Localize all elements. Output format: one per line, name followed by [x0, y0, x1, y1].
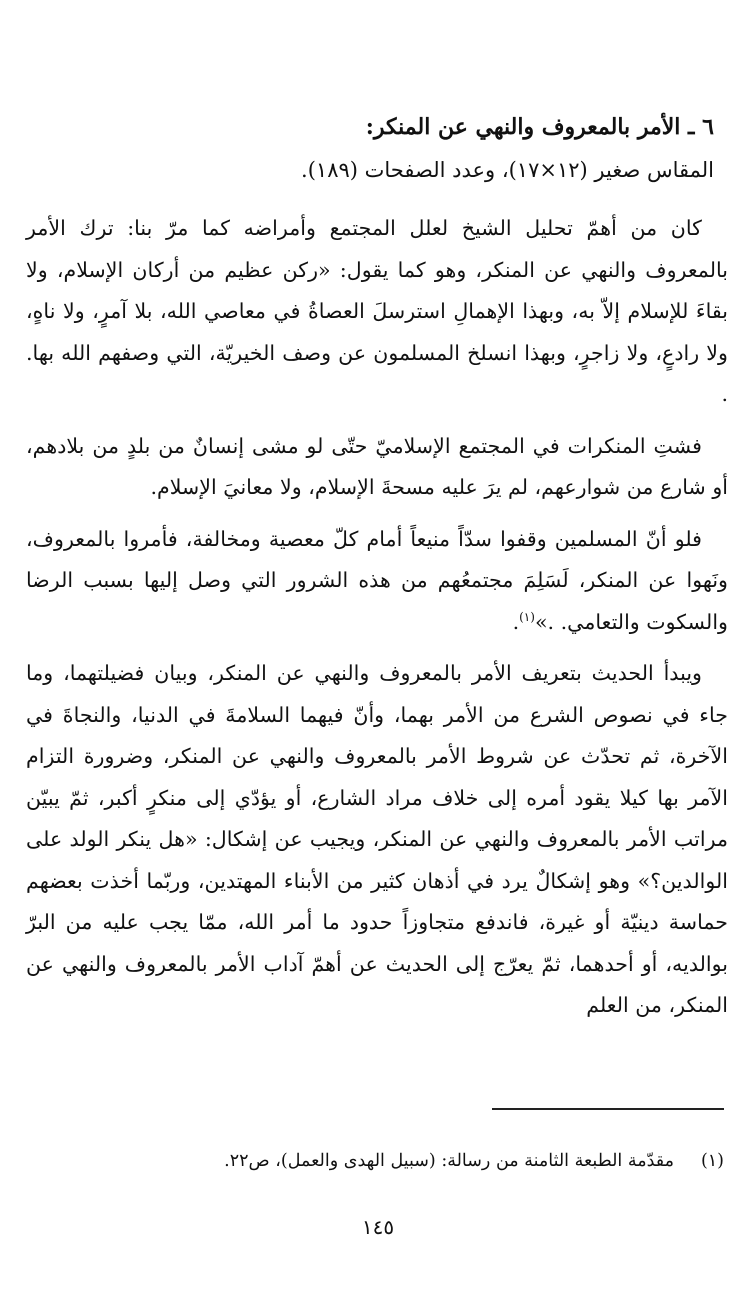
paragraph-2-text: فشتِ المنكرات في المجتمع الإسلاميّ حتّى لو مشى إنسانٌ من بلدٍ من بلادهم، أو شارع من شوارعهم، لم يرَ عليه مسحةَ الإسلام، ولا معانيَ الإسلام.: [26, 433, 728, 499]
footnote-number: (١): [700, 1151, 724, 1171]
paragraph-4: [26, 653, 728, 1027]
footnote-divider: [492, 1108, 724, 1110]
footnote: [34, 1146, 724, 1176]
paragraph-3-text: فلو أنّ المسلمين وقفوا سدّاً منيعاً أمام كلّ معصية ومخالفة، فأمروا بالمعروف، ونَهوا عن المنكر، لَسَلِمَ مجتمعُهم من هذه الشرور التي وصل إليها بسبب الرضا والسكوت والتعامي. .»: [26, 526, 728, 634]
page-number: ١٤٥: [361, 1215, 395, 1239]
paragraph-1-text: كان من أهمّ تحليل الشيخ لعلل المجتمع وأمراضه كما مرّ بنا: ترك الأمر بالمعروف والنهي عن المنكر، وهو كما يقول: «ركن عظيم من أركان الإسلام، ولا بقاءَ للإسلام إلاّ به، وبهذا الإهمالِ استرسلَ العصاةُ في معاصي الله، بلا آمرٍ، ولا ناهٍ، ولا رادعٍ، ولا زاجرٍ، وبهذا انسلخ المسلمون عن وصف الخيريّة، التي وصفهم الله بها. .: [26, 216, 728, 406]
footnote-text: مقدّمة الطبعة الثامنة من رسالة: (سبيل الهدى والعمل)، ص٢٢.: [224, 1151, 674, 1171]
footnote-reference[interactable]: (١): [519, 609, 535, 624]
paragraph-3-suffix: .: [512, 609, 520, 634]
paragraph-1: [26, 208, 728, 416]
section-heading: ٦ ـ الأمر بالمعروف والنهي عن المنكر:: [365, 114, 714, 140]
paragraph-4-text: ويبدأ الحديث بتعريف الأمر بالمعروف والنهي عن المنكر، وبيان فضيلتهما، وما جاء في نصوص الشرع من الأمر بهما، وأنّ فيهما السلامةَ في الدنيا، والنجاةَ في الآخرة، ثم تحدّث عن شروط الأمر بالمعروف والنهي عن المنكر، وضرورة التزام الآمر بها كيلا يقود أمره إلى خلاف مراد الشارع، أو يؤدّي إلى منكرٍ أكبر، ثمّ يبيّن مراتب الأمر بالمعروف والنهي عن المنكر، ويجيب عن إشكال: «هل ينكر الولد على الوالدين؟» وهو إشكالٌ يرد في أذهان كثير من الأبناء المهتدين، وربّما أخذت بعضهم حماسة دينيّة أو غيرة، فاندفع متجاوزاً حدود ما أمر الله، ممّا يجب عليه من البرّ بوالديه، أو أحدهما، ثمّ يعرّج إلى الحديث عن أهمّ آداب الأمر بالمعروف والنهي عن المنكر، من العلم: [26, 661, 728, 1017]
paragraph-3: [26, 519, 728, 644]
body-text: [26, 208, 728, 1037]
paragraph-2: [26, 426, 728, 509]
book-metadata-line: المقاس صغير (١٢×١٧)، وعدد الصفحات (١٨٩).: [301, 158, 714, 182]
